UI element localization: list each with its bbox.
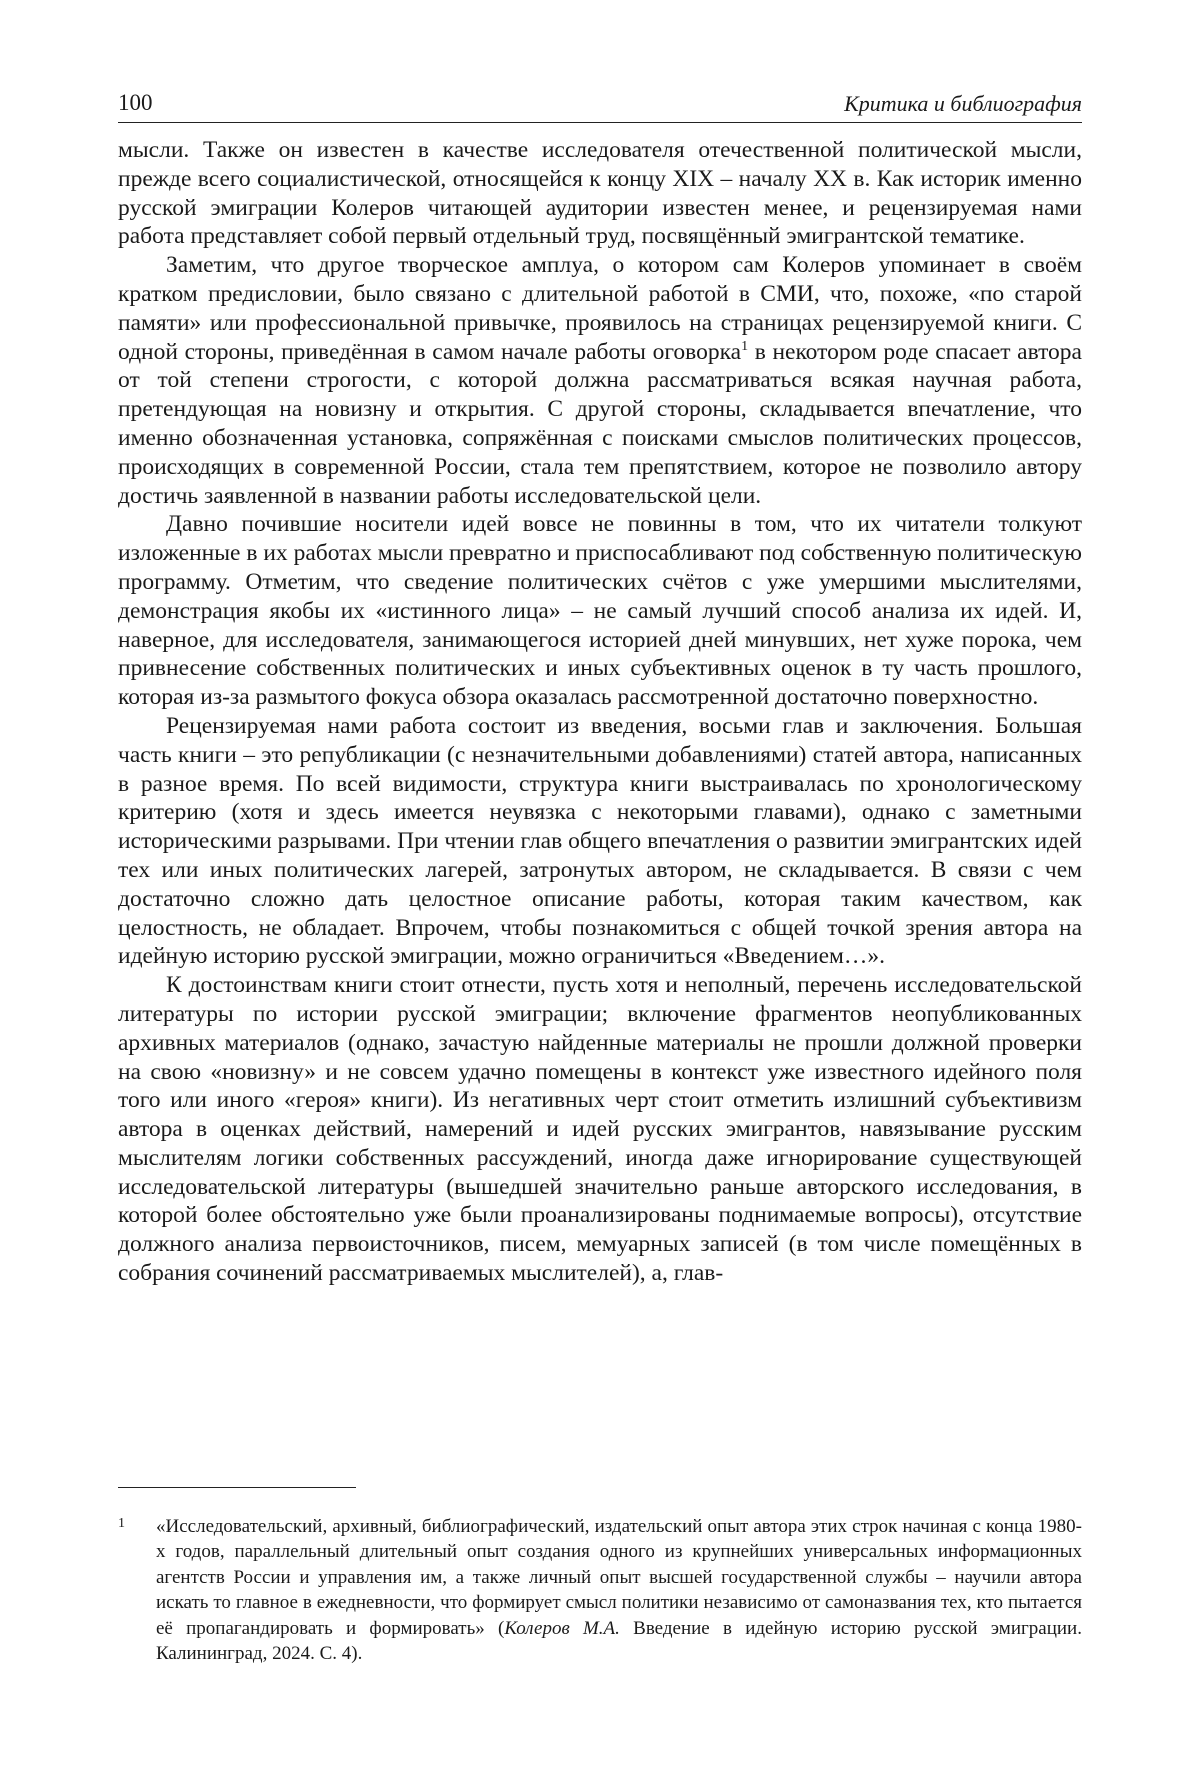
footnote-citation: Введение в идейную историю русской эмиграции. Калининград, 2024. С. 4). xyxy=(156,1617,1082,1665)
paragraph: К достоинствам книги стоит отнести, пусть хотя и неполный, перечень исследовательской литературы по истории русской эмиграции; включение фрагментов неопубликованных архивных материалов (однако, зачастую найденные материалы не прошли должной проверки на свою «новизну» и не совсем удачно помещены в контекст уже известного идейного поля того или иного «героя» книги). Из негативных черт стоит отметить излишний субъективизм автора в оценках действий, намерений и идей русских эмигрантов, навязывание русским мыслителям логики собственных рассуждений, иногда даже игнорирование существующей исследовательской литературы (вышедшей значительно раньше авторского исследования, в которой более обстоятельно уже были проанализированы поднимаемые вопросы), отсутствие должного анализа первоисточников, писем, мемуарных записей (в том числе помещённых в собрания сочинений рассматриваемых мыслителей), а, глав- xyxy=(118,972,1082,1287)
footnote-separator xyxy=(118,1487,356,1488)
paragraph xyxy=(118,251,1082,510)
running-title: Критика и библиография xyxy=(844,91,1082,116)
footnote-author: Колеров М.А. xyxy=(504,1617,620,1639)
paragraph: Рецензируемая нами работа состоит из введения, восьми глав и заключения. Большая часть книги – это републикации (с незначительными добавлениями) статей автора, написанных в разное время. По всей видимости, структура книги выстраивалась по хронологическому критерию (хотя и здесь имеется неувязка с некоторыми главами), однако с заметными историческими разрывами. При чтении глав общего впечатления о развитии эмигрантских идей тех или иных политических лагерей, затронутых автором, не складывается. В связи с чем достаточно сложно дать целостное описание работы, которая таким качеством, как целостность, не обладает. Впрочем, чтобы познакомиться с общей точкой зрения автора на идейную историю русской эмиграции, можно ограничиться «Введением…». xyxy=(118,712,1082,970)
paragraph: Давно почившие носители идей вовсе не повинны в том, что их читатели толкуют изложенные в их работах мысли превратно и приспосабливают под собственную политическую программу. Отметим, что сведение политических счётов с уже умершими мыслителями, демонстрация якобы их «истинного лица» – не самый лучший способ анализа их идей. И, наверное, для исследователя, занимающегося историей дней минувших, нет хуже порока, чем привнесение собственных политических и иных субъективных оценок в ту часть прошлого, которая из-за размытого фокуса обзора оказалась рассмотренной достаточно поверхностно. xyxy=(118,511,1082,711)
article-body xyxy=(118,136,1082,1288)
paragraph-continued: мысли. Также он известен в качестве исследователя отечественной политической мысли, прежде всего социалистической, относящейся к концу XIX – началу XX в. Как историк именно русской эмиграции Колеров читающей аудитории известен менее, и рецензируемая нами работа представляет собой первый отдельный труд, посвящённый эмигрантской тематике. xyxy=(118,137,1082,250)
page-header xyxy=(118,88,1082,123)
footnote-reference[interactable]: 1 xyxy=(741,338,749,354)
page-number: 100 xyxy=(118,90,153,115)
footnote-text xyxy=(156,1514,1082,1666)
footnote-quote: «Исследовательский, архивный, библиографический, издательский опыт автора этих строк начиная с конца 1980-х годов, параллельный длительный опыт создания одного из крупнейших универсальных информационных агентств России и управления им, а также личный опыт высшей государственной службы – научили автора искать то главное в ежедневности, что формирует смысл политики независимо от самоназвания тех, кто пытается её пропагандировать и формировать» ( xyxy=(156,1516,1082,1639)
footnote xyxy=(118,1514,1082,1666)
paragraph-text: в некотором роде спасает автора от той степени строгости, с которой должна рассматриваться всякая научная работа, претендующая на новизну и открытия. С другой стороны, складывается впечатление, что именно обозначенная установка, сопряжённая с поисками смыслов политических процессов, происходящих в современной России, стала тем препятствием, которое не позволило автору достичь заявленной в названии работы исследовательской цели. xyxy=(118,338,1082,509)
footnote-mark: 1 xyxy=(118,1516,125,1531)
paragraph-text: Заметим, что другое творческое амплуа, о котором сам Колеров упоминает в своём кратком предисловии, было связано с длительной работой в СМИ, что, похоже, «по старой памяти» или профессиональной привычке, проявилось на страницах рецензируемой книги. С одной стороны, приведённая в самом начале работы оговорка xyxy=(118,252,1082,365)
